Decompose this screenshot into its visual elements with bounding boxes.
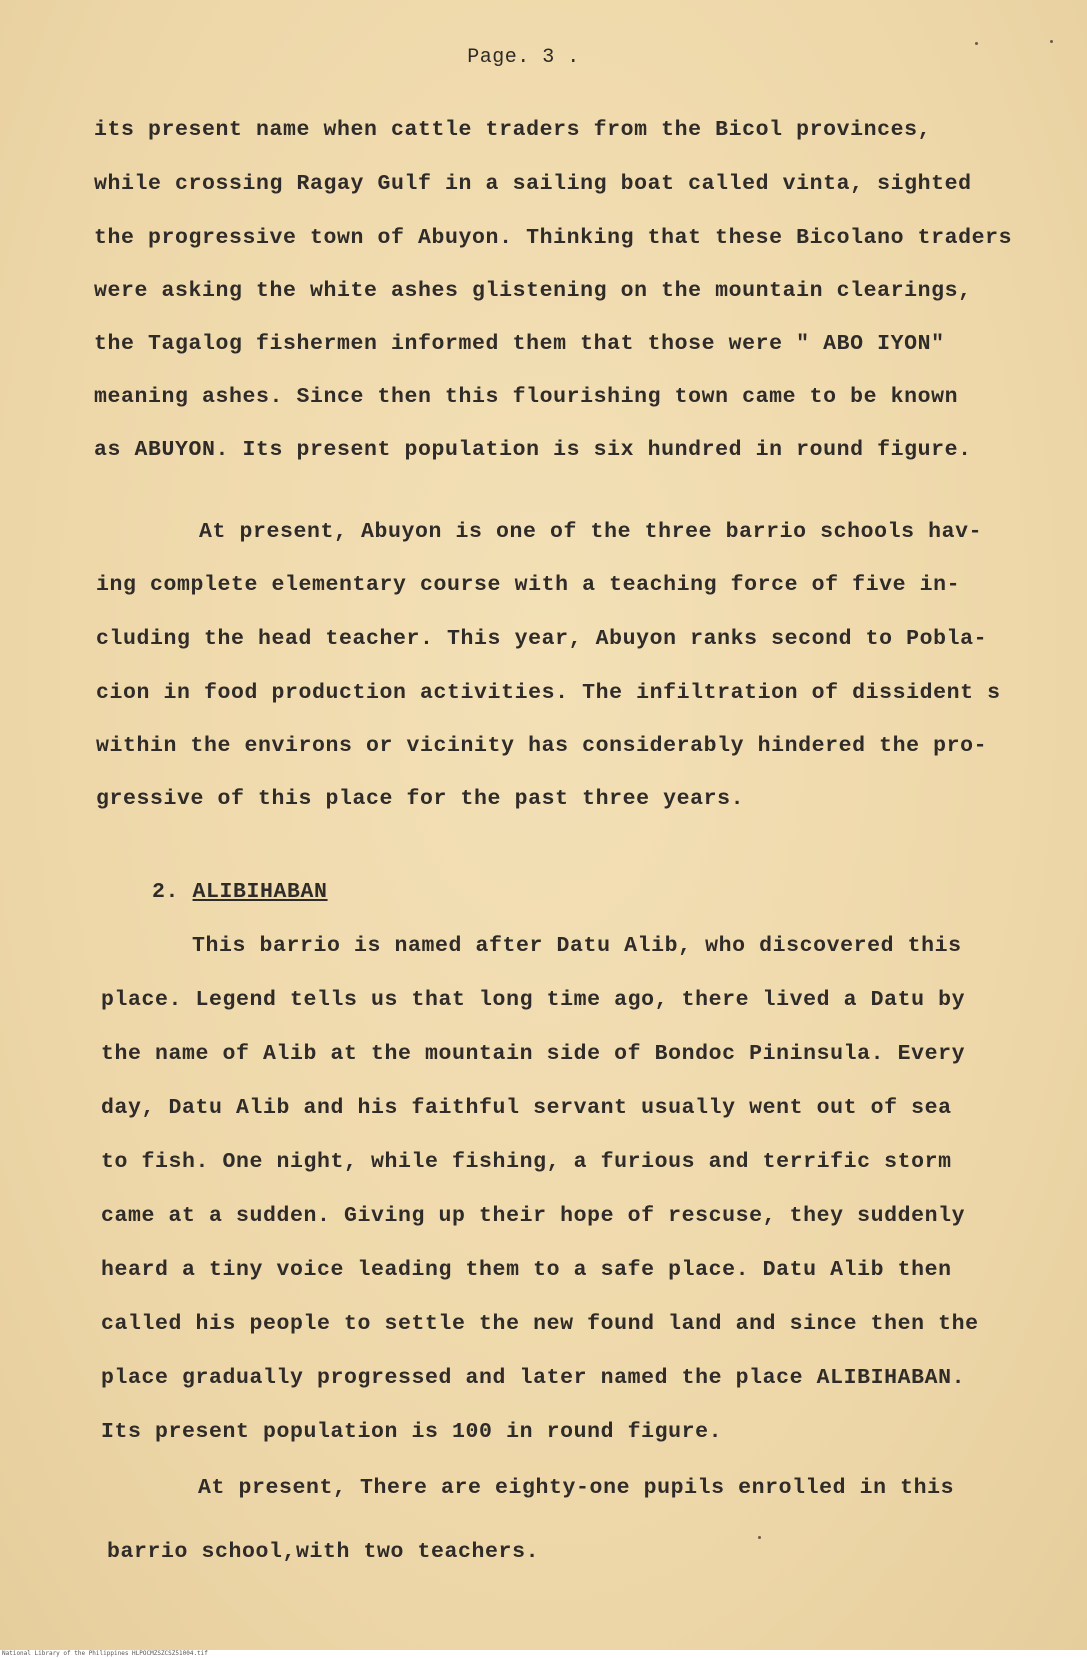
text-line: were asking the white ashes glistening on the mountain clearings, (94, 279, 972, 303)
text-line: heard a tiny voice leading them to a safe place. Datu Alib then (101, 1258, 952, 1282)
section-number: 2. (152, 880, 180, 904)
text-line: gressive of this place for the past three years. (96, 787, 745, 811)
text-line: ing complete elementary course with a teaching force of five in- (96, 573, 961, 597)
page-header (0, 46, 1087, 69)
text-line: the Tagalog fishermen informed them that those were " ABO IYON" (94, 332, 945, 356)
text-line: meaning ashes. Since then this flourishing town came to be known (94, 385, 959, 409)
text-line: called his people to settle the new found land and since then the (101, 1312, 979, 1336)
text-line: This barrio is named after Datu Alib, who discovered this (192, 934, 962, 958)
text-line: At present, Abuyon is one of the three barrio schools hav- (199, 520, 983, 544)
text-line: place. Legend tells us that long time ago, there lived a Datu by (101, 988, 966, 1012)
text-line: while crossing Ragay Gulf in a sailing boat called vinta, sighted (94, 172, 972, 196)
paper-speck (1050, 40, 1053, 43)
text-line: came at a sudden. Giving up their hope of rescuse, they suddenly (101, 1204, 966, 1228)
page-number: Page. 3 . (467, 46, 580, 69)
section-heading (152, 880, 328, 904)
text-line: the progressive town of Abuyon. Thinking that these Bicolano traders (94, 226, 1013, 250)
text-line: within the environs or vicinity has considerably hindered the pro- (96, 734, 988, 758)
text-line: barrio school,with two teachers. (107, 1540, 540, 1564)
text-line: day, Datu Alib and his faithful servant usually went out of sea (101, 1096, 952, 1120)
text-line: as ABUYON. Its present population is six hundred in round figure. (94, 438, 972, 462)
text-line: the name of Alib at the mountain side of Bondoc Pininsula. Every (101, 1042, 966, 1066)
text-line: At present, There are eighty-one pupils enrolled in this (198, 1476, 955, 1500)
text-line: its present name when cattle traders from the Bicol provinces, (94, 118, 932, 142)
section-title: ALIBIHABAN (192, 880, 328, 904)
text-line: place gradually progressed and later named the place ALIBIHABAN. (101, 1366, 966, 1390)
text-line: cion in food production activities. The infiltration of dissident s (96, 681, 1001, 705)
text-line: Its present population is 100 in round figure. (101, 1420, 723, 1444)
footer-caption: National Library of the Philippines HLPOCMZSZCSZ51004.tif (0, 1650, 1087, 1658)
text-line: cluding the head teacher. This year, Abuyon ranks second to Pobla- (96, 627, 988, 651)
paper-speck (758, 1536, 761, 1539)
paper-speck (975, 42, 978, 45)
text-line: to fish. One night, while fishing, a furious and terrific storm (101, 1150, 952, 1174)
